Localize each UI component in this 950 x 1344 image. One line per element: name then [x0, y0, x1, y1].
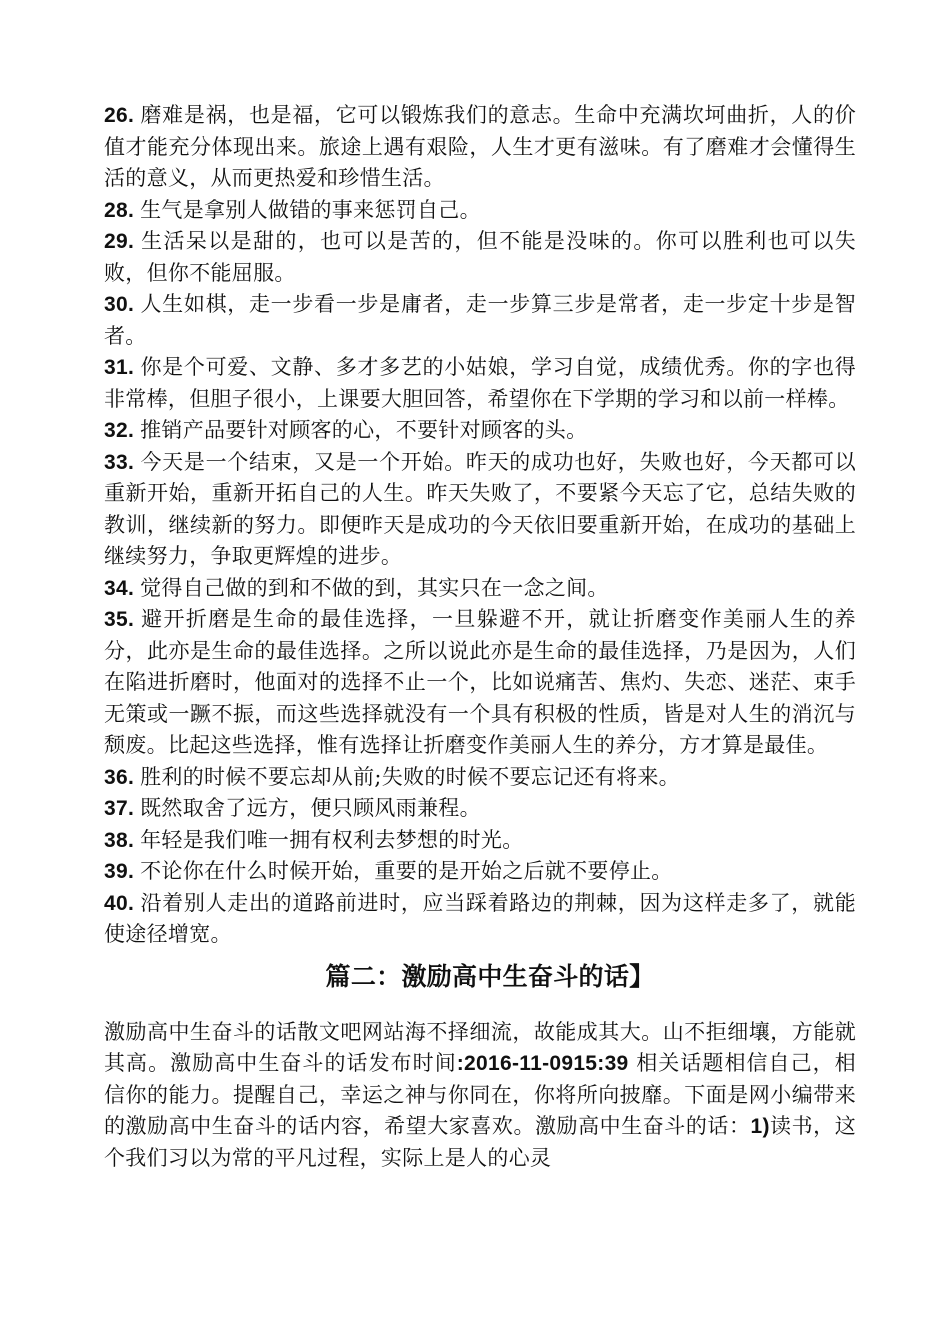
item-number: 39.	[104, 860, 135, 883]
item-text: 既然取舍了远方，便只顾风雨兼程。	[140, 796, 481, 820]
list-item	[104, 352, 856, 415]
item-number: 28.	[104, 198, 135, 222]
body-text-part2: 相关话题相信自己，相信你的能力。提醒自己，幸运之神与你同在，你将所向披靡。下面是网小编带来的激励高中生奋斗的话内容，希望大家喜欢。激励高中生奋斗的话：	[104, 1051, 856, 1138]
item-text: 今天是一个结束，又是一个开始。昨天的成功也好，失败也好，今天都可以重新开始，重新开拓自己的人生。昨天失败了，不要紧今天忘了它，总结失败的教训，继续新的努力。即便昨天是成功的今天依旧要重新开始，在成功的基础上继续努力，争取更辉煌的进步。	[104, 449, 856, 568]
item-text: 你是个可爱、文静、多才多艺的小姑娘，学习自觉，成绩优秀。你的字也得非常棒，但胆子很小，上课要大胆回答，希望你在下学期的学习和以前一样棒。	[104, 355, 856, 411]
item-text: 生活呆以是甜的，也可以是苦的，但不能是没味的。你可以胜利也可以失败，但你不能屈服。	[104, 229, 856, 285]
item-number: 26.	[104, 104, 135, 127]
body-paragraph	[104, 1017, 856, 1175]
list-item	[104, 415, 856, 447]
section-title: 篇二：激励高中生奋斗的话】	[325, 961, 655, 991]
list-item	[104, 793, 856, 825]
item-text: 觉得自己做的到和不做的到，其实只在一念之间。	[140, 575, 609, 600]
item-number: 30.	[104, 293, 135, 316]
item-number: 36.	[104, 765, 135, 789]
list-item	[104, 825, 856, 857]
list-item	[104, 762, 856, 794]
item-number: 29.	[104, 230, 135, 253]
item-number: 33.	[104, 450, 135, 474]
list-marker: 1)	[750, 1115, 770, 1138]
list-item	[104, 604, 856, 762]
list-item	[104, 226, 856, 289]
item-text: 磨难是祸，也是福，它可以锻炼我们的意志。生命中充满坎坷曲折，人的价值才能充分体现出来。旅途上遇有艰险，人生才更有滋味。有了磨难才会懂得生活的意义，从而更热爱和珍惜生活。	[104, 103, 856, 190]
publish-time: :2016-11-0915:39	[456, 1052, 629, 1075]
item-number: 31.	[104, 356, 135, 379]
item-text: 避开折磨是生命的最佳选择，一旦躲避不开，就让折磨变作美丽人生的养分，此亦是生命的最佳选择。之所以说此亦是生命的最佳选择，乃是因为，人们在陷进折磨时，他面对的选择不止一个，比如说痛苦、焦灼、失恋、迷茫、束手无策或一蹶不振，而这些选择就没有一个具有积极的性质，皆是对人生的消沉与颓废。比起这些选择，惟有选择让折磨变作美丽人生的养分，方才算是最佳。	[104, 607, 856, 757]
item-text: 人生如棋，走一步看一步是庸者，走一步算三步是常者，走一步定十步是智者。	[104, 292, 856, 348]
document-page	[104, 100, 856, 1174]
item-text: 不论你在什么时候开始，重要的是开始之后就不要停止。	[140, 859, 673, 883]
item-number: 34.	[104, 576, 135, 600]
list-item	[104, 856, 856, 888]
item-number: 37.	[104, 797, 135, 820]
list-item	[104, 195, 856, 227]
list-item	[104, 573, 856, 605]
list-item	[104, 100, 856, 195]
body-text-part3: 读书，这个我们习以为常的平凡过程，实际上是人的心灵	[104, 1114, 856, 1170]
item-text: 推销产品要针对顾客的心，不要针对顾客的头。	[140, 418, 588, 442]
item-text: 沿着别人走出的道路前进时，应当踩着路边的荆棘，因为这样走多了，就能使途径增宽。	[104, 890, 856, 946]
body-text-part1: 激励高中生奋斗的话散文吧网站海不择细流，故能成其大。山不拒细壤，方能就其高。激励高中生奋斗的话发布时间	[104, 1019, 856, 1075]
list-item	[104, 289, 856, 352]
item-text: 生气是拿别人做错的事来惩罚自己。	[140, 197, 481, 222]
item-number: 38.	[104, 828, 135, 852]
item-number: 40.	[104, 891, 135, 915]
item-number: 32.	[104, 419, 135, 442]
list-item	[104, 447, 856, 573]
item-text: 年轻是我们唯一拥有权利去梦想的时光。	[140, 827, 524, 852]
item-text: 胜利的时候不要忘却从前;失败的时候不要忘记还有将来。	[140, 764, 680, 789]
list-item	[104, 888, 856, 951]
item-number: 35.	[104, 608, 135, 631]
